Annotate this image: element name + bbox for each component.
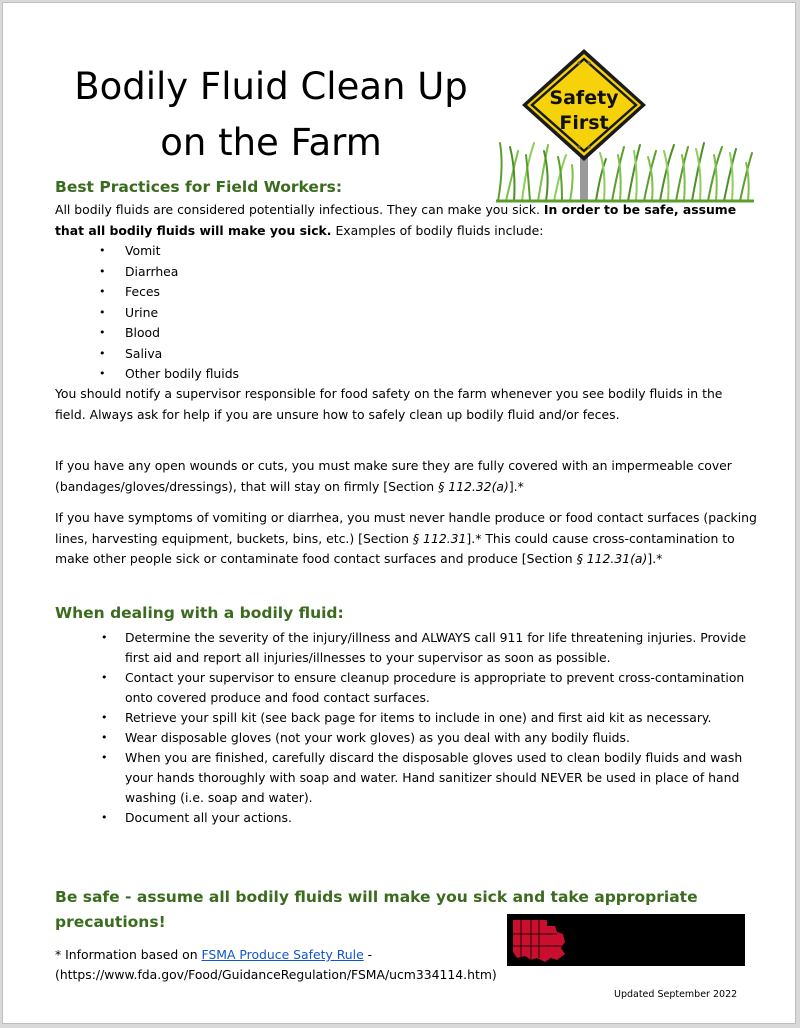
section-heading-dealing: When dealing with a bodily fluid:: [55, 604, 344, 622]
list-item: • Saliva: [91, 344, 239, 365]
page-title: [43, 59, 499, 171]
list-item: • Retrieve your spill kit (see back page for items to include in one) and first aid kit as necessary.: [99, 708, 759, 728]
wounds-text: If you have any open wounds or cuts, you must make sure they are fully covered with an impermeable cover (bandages/gloves/dressings), that will stay on firmly [Section: [55, 458, 732, 494]
symptoms-paragraph: [55, 508, 757, 570]
wounds-paragraph: [55, 456, 757, 497]
list-item: • Wear disposable gloves (not your work gloves) as you deal with any bodily fluids.: [99, 728, 759, 748]
bodily-fluids-list: [91, 241, 239, 385]
wounds-end: ].*: [508, 478, 524, 494]
notify-paragraph: You should notify a supervisor responsible for food safety on the farm whenever you see bodily fluids in the field. Always ask for help if you are unsure how to safely clean up bodily fluid and/or feces.: [55, 386, 723, 422]
closing-heading: Be safe - assume all bodily fluids will make you sick and take appropriate precautions!: [55, 888, 698, 931]
section-heading-field-workers: Best Practices for Field Workers:: [55, 178, 343, 196]
list-item: • Feces: [91, 282, 239, 303]
list-item: • Document all your actions.: [99, 808, 759, 828]
footnote-prefix: * Information based on: [55, 947, 202, 962]
symptoms-reference-2: § 112.31(a): [576, 551, 648, 566]
symptoms-text-2: ].* This could cause cross-contamination to make other people sick or contaminate food contact surfaces and produce [Section: [55, 530, 735, 566]
list-item: • Contact your supervisor to ensure cleanup procedure is appropriate to prevent cross-contamination onto covered produce and food contact surfaces.: [99, 668, 759, 708]
list-item: • Determine the severity of the injury/illness and ALWAYS call 911 for life threatening injuries. Provide first aid and report all injuries/illnesses to your supervisor as soon as possible.: [99, 628, 759, 668]
list-item: • Other bodily fluids: [91, 364, 239, 385]
safety-sign-graphic: [496, 47, 754, 203]
fsma-rule-link[interactable]: FSMA Produce Safety Rule: [201, 947, 364, 962]
intro-bold-text: In order to be safe, assume that all bodily fluids will make you sick.: [55, 202, 737, 238]
sign-text-line-2: First: [559, 112, 609, 134]
list-item: • Blood: [91, 323, 239, 344]
sign-text-line-1: Safety: [549, 87, 619, 109]
title-line-1: Bodily Fluid Clean Up: [74, 65, 468, 108]
organization-logo: [507, 914, 745, 966]
cleanup-steps-list: [99, 628, 759, 828]
intro-tail-text: Examples of bodily fluids include:: [331, 222, 544, 238]
footnote-url: (https://www.fda.gov/Food/GuidanceRegulation/FSMA/ucm334114.htm): [55, 967, 497, 982]
intro-text: All bodily fluids are considered potentially infectious. They can make you sick.: [55, 202, 544, 217]
footnote-line-1: [55, 945, 497, 965]
footnote: [55, 945, 497, 985]
midwest-map-logo-icon: [507, 914, 745, 966]
list-item: • Diarrhea: [91, 262, 239, 283]
symptoms-end: ].*: [647, 551, 663, 566]
updated-date: Updated September 2022: [614, 989, 738, 1000]
symptoms-reference-1: § 112.31: [412, 530, 467, 546]
list-item: • Vomit: [91, 241, 239, 262]
list-item: • When you are finished, carefully discard the disposable gloves used to clean bodily fluids and wash your hands thoroughly with soap and water. Hand sanitizer should NEVER be used in place of hand washing (i.e. soap and water).: [99, 748, 759, 808]
grass-icon: [496, 143, 754, 201]
intro-paragraph: [55, 200, 757, 241]
warning-sign-icon: [522, 49, 646, 161]
wounds-reference: § 112.32(a): [438, 478, 509, 494]
symptoms-text-1: If you have symptoms of vomiting or diarrhea, you must never handle produce or food contact surfaces (packing lines, harvesting equipment, buckets, bins, etc.) [Section: [55, 510, 757, 546]
footnote-dash: -: [363, 947, 373, 962]
document-page: [2, 2, 796, 1024]
title-line-2: on the Farm: [160, 121, 382, 164]
list-item: • Urine: [91, 303, 239, 324]
safety-first-sign-image: [496, 47, 754, 203]
